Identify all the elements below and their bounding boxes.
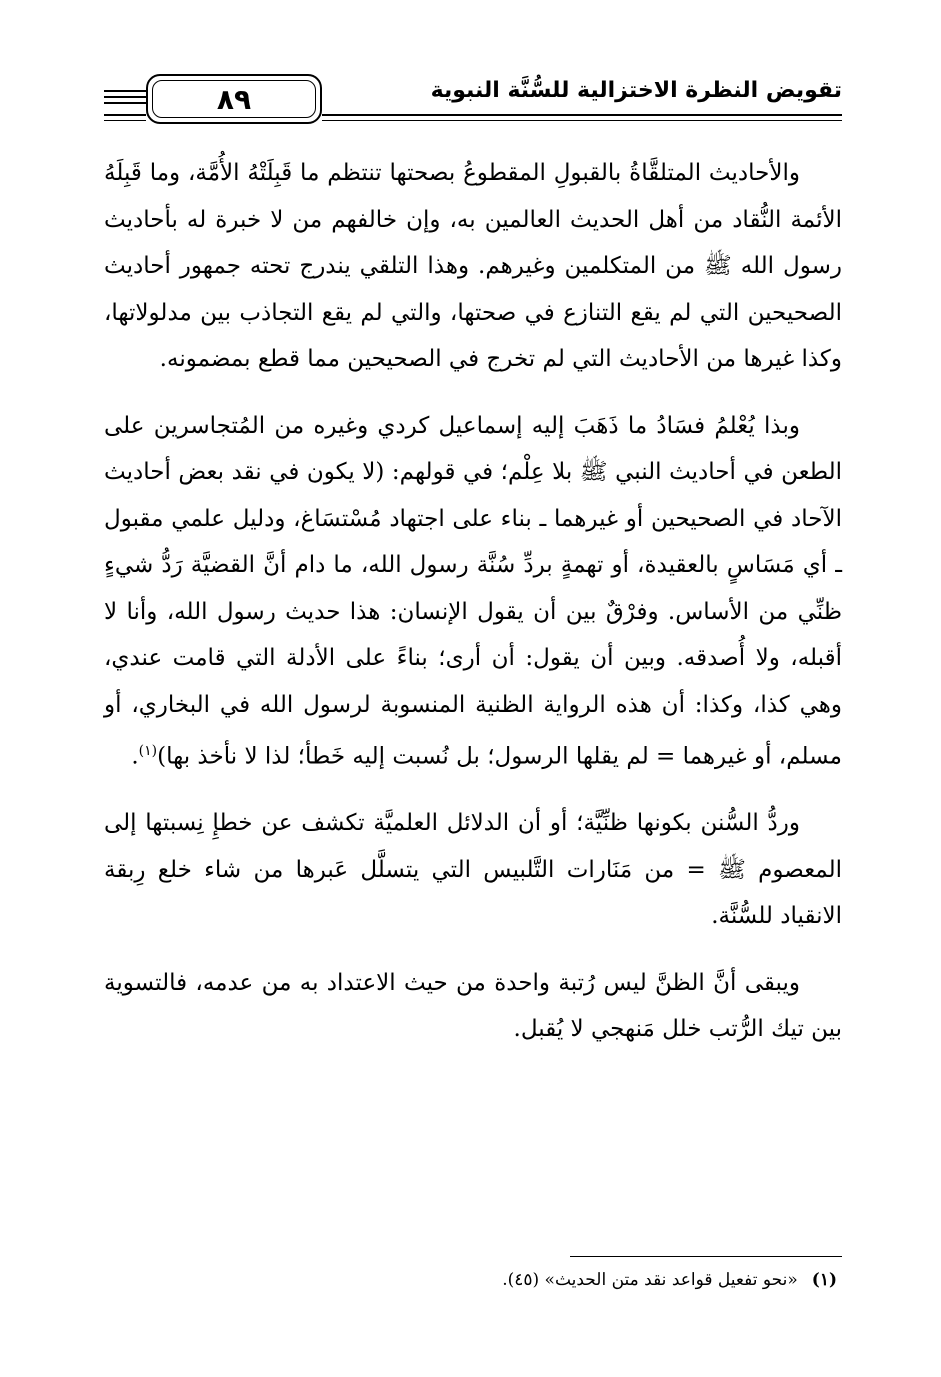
paragraph: وردُّ السُّنن بكونها ظنِّيَّة؛ أو أن الدلائل العلميَّة تكشف عن خطإِ نِسبتها إلى المعصوم ﷺ = من مَنَارات التَّلبيس التي يتسلَّل عَبرها من شاء خلع رِبقة الانقياد للسُّنَّة. <box>104 810 842 930</box>
footnote <box>502 1265 837 1295</box>
page-number-frame <box>146 74 322 124</box>
header-ornament <box>104 86 146 110</box>
footnote-marker: (١) <box>811 1270 837 1290</box>
paragraph-text: وبذا يُعْلمُ فسَادُ ما ذَهَبَ إليه إسماعيل كردي وغيره من المُتجاسرين على الطعن في أحاديث النبي ﷺ بلا عِلْم؛ في قولهم: (لا يكون في نقد بعض أحاديث الآحاد في الصحيحين أو غيرهما ـ بناء على اجتهاد مُسْتسَاغ، ودليل علمي مقبول ـ أي مَسَاسٍ بالعقيدة، أو تهمةٍ بردِّ سُنَّة رسول الله، ما دام أنَّ القضيَّة رَدُّ شيءٍ ظنِّي من الأساس. وفرْقٌ بين أن يقول الإنسان: هذا حديث رسول الله، وأنا لا أقبله، ولا أُصدقه. وبين أن يقول: أن أرى؛ بناءً على الأدلة التي قامت عندي، وهي كذا، وكذا: أن هذه الرواية الظنية المنسوبة لرسول الله في البخاري، أو مسلم، أو غيرهما = لم يقلها الرسول؛ بل نُسبت إليه خَطأ؛ لذا لا نأخذ بها) <box>104 412 842 770</box>
main-text <box>104 150 842 1053</box>
page-number: ٨٩ <box>152 80 316 118</box>
paragraph: وبذا يُعْلمُ فسَادُ ما ذَهَبَ إليه إسماعيل كردي وغيره من المُتجاسرين على الطعن في أحاديث النبي ﷺ بلا عِلْم؛ في قولهم: (لا يكون في نقد بعض أحاديث الآحاد في الصحيحين أو غيرهما ـ بناء على اجتهاد مُسْتسَاغ، ودليل علمي مقبول ـ أي مَسَاسٍ بالعقيدة، أو تهمةٍ بردِّ سُنَّة رسول الله، ما دام أنَّ القضيَّة رَدُّ شيءٍ ظنِّي من الأساس. وفرْقٌ بين أن يقول الإنسان: هذا حديث رسول الله، وأنا لا أقبله، ولا أُصدقه. وبين أن يقول: أن أرى؛ بناءً على الأدلة التي قامت عندي، وهي كذا، وكذا: أن هذه الرواية الظنية المنسوبة لرسول الله في البخاري، أو مسلم، أو غيرهما = لم يقلها الرسول؛ بل نُسبت إليه خَطأ؛ لذا لا نأخذ بها)$^{(١)}$. <box>104 412 842 770</box>
page-header <box>104 74 842 124</box>
paragraph: والأحاديث المتلقَّاةُ بالقبولِ المقطوعُ بصحتها تنتظم ما قَبِلَتْهُ الأُمَّة، وما قَبِلَهُ الأئمة النُّقاد من أهل الحديث العالمين به، وإن خالفهم من لا خبرة له بأحاديث رسول الله ﷺ من المتكلمين وغيرهم. وهذا التلقي يندرج تحته جمهور أحاديث الصحيحين التي لم يقع التنازع في صحتها، والتي لم يقع التجاذب بين مدلولاتها، وكذا غيرها من الأحاديث التي لم تخرج في الصحيحين مما قطع بمضمونه. <box>104 160 842 372</box>
running-title: تقويض النظرة الاختزالية للسُّنَّة النبوية <box>430 78 842 103</box>
paragraph: ويبقى أنَّ الظنَّ ليس رُتبة واحدة من حيث الاعتداد به من عدمه، فالتسوية بين تيك الرُّتب خلل مَنهجي لا يُقبل. <box>104 969 842 1043</box>
footnote-rule <box>570 1256 842 1257</box>
footnote-text: «نحو تفعيل قواعد نقد متن الحديث» (٤٥). <box>502 1270 798 1290</box>
footnote-reference[interactable]: (١) <box>138 743 158 759</box>
